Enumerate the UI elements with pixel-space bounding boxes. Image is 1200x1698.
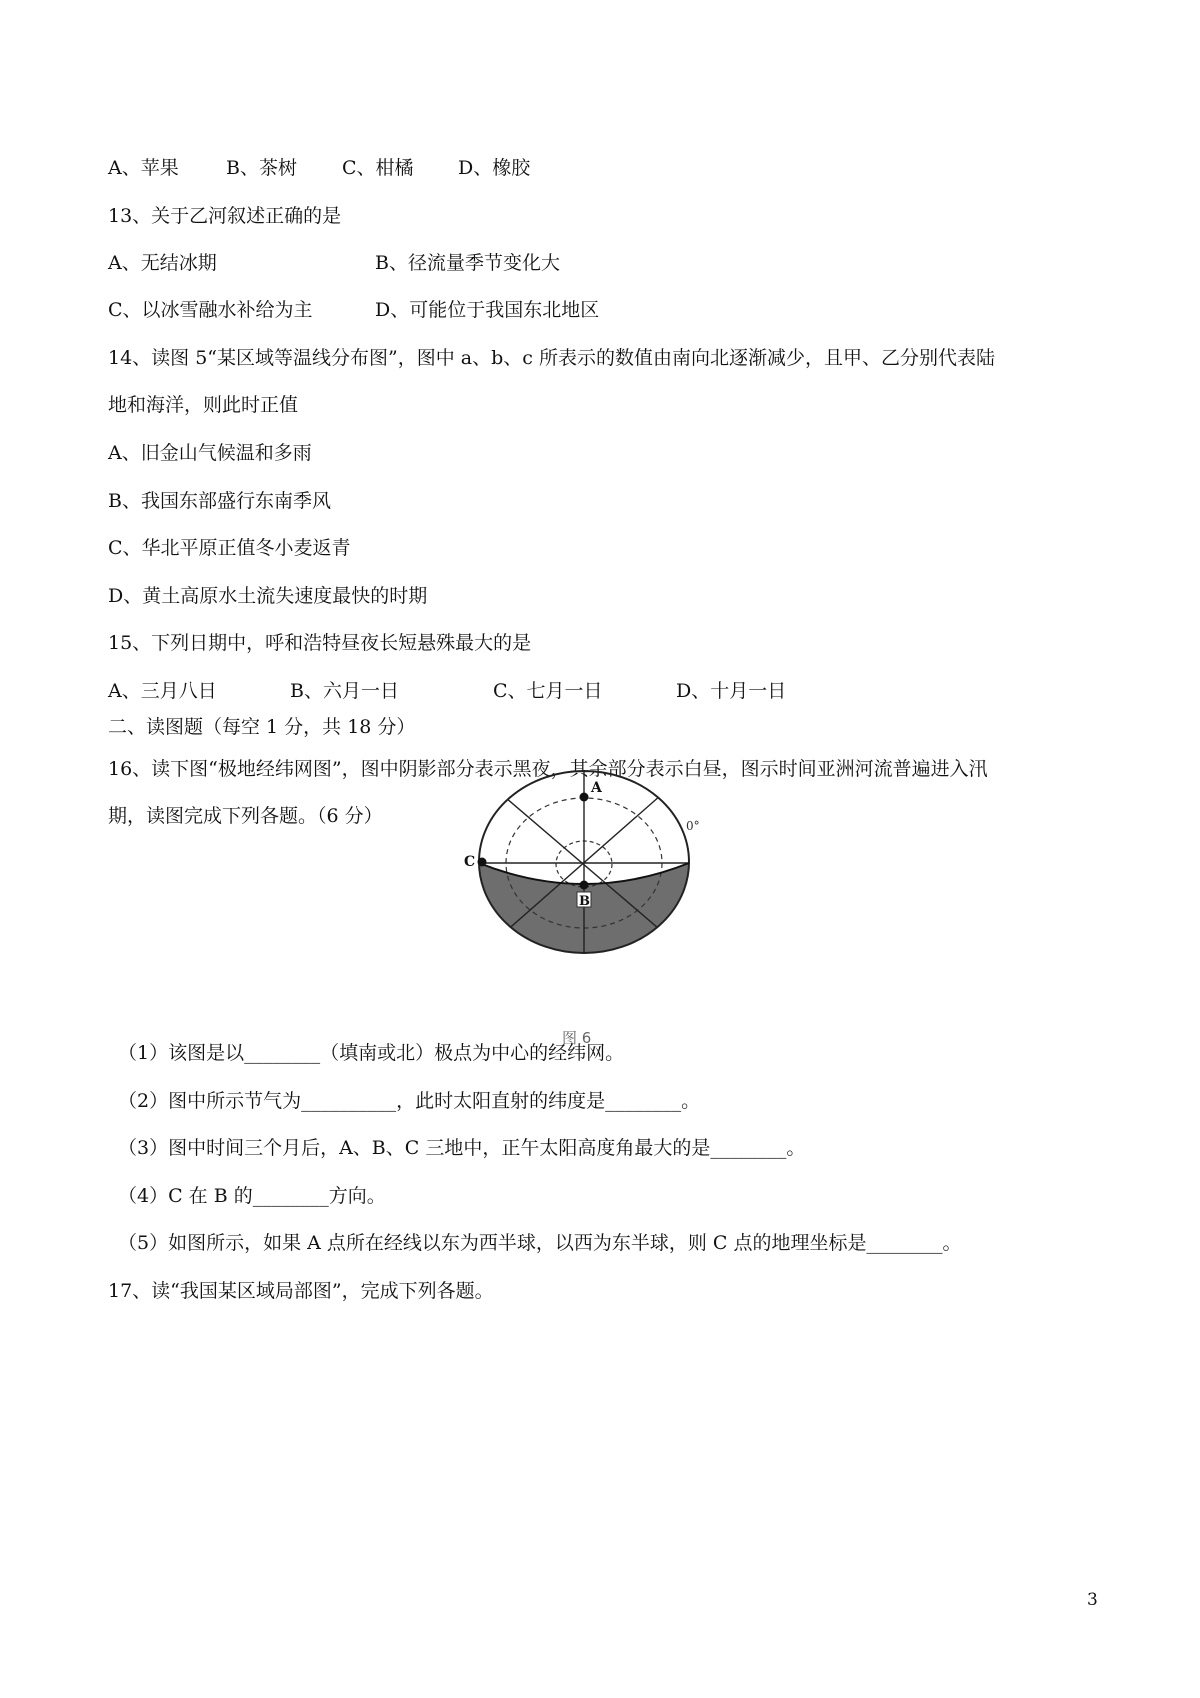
q16-sub-1: （1）该图是以________（填南或北）极点为中心的经纬网。 (118, 1042, 625, 1064)
page-number: 3 (1087, 1590, 1098, 1610)
q15-option-c: C、七月一日 (493, 680, 603, 702)
q14-stem-line1: 14、读图 5“某区域等温线分布图”，图中 a、b、c 所表示的数值由南向北逐渐减少，且甲、乙分别代表陆 (108, 347, 995, 369)
q15-option-b: B、六月一日 (290, 680, 399, 702)
q16-sub-2: （2）图中所示节气为__________，此时太阳直射的纬度是________。 (118, 1090, 701, 1112)
q16-sub-3: （3）图中时间三个月后，A、B、C 三地中，正午太阳高度角最大的是________。 (118, 1137, 806, 1159)
label-b: B (579, 894, 590, 909)
q13-stem: 13、关于乙河叙述正确的是 (108, 205, 342, 227)
q12-option-d: D、橡胶 (458, 157, 531, 179)
point-b (580, 881, 589, 890)
q16-sub-4: （4）C 在 B 的________方向。 (118, 1185, 386, 1207)
q16-sub-5: （5）如图所示，如果 A 点所在经线以东为西半球，以西为东半球，则 C 点的地理坐标是________。 (118, 1232, 962, 1254)
point-a (580, 793, 589, 802)
q16-stem-line2: 期，读图完成下列各题。（6 分） (108, 805, 383, 827)
q12-option-b: B、茶树 (226, 157, 297, 179)
label-angle: 0° (686, 819, 700, 833)
section2-heading: 二、读图题（每空 1 分，共 18 分） (108, 716, 416, 738)
q13-option-b: B、径流量季节变化大 (375, 252, 560, 274)
q16-stem-line1: 16、读下图“极地经纬网图”，图中阴影部分表示黑夜，其余部分表示白昼，图示时间亚洲河流普遍进入汛 (108, 758, 988, 780)
point-c (478, 858, 487, 867)
q15-stem: 15、下列日期中，呼和浩特昼夜长短悬殊最大的是 (108, 632, 532, 654)
q15-option-d: D、十月一日 (676, 680, 787, 702)
q13-option-d: D、可能位于我国东北地区 (375, 299, 600, 321)
q13-option-a: A、无结冰期 (108, 252, 217, 274)
polar-grid-figure (454, 770, 714, 960)
q13-option-c: C、以冰雪融水补给为主 (108, 299, 313, 321)
q17-stem: 17、读“我国某区域局部图”，完成下列各题。 (108, 1280, 494, 1302)
label-a: A (591, 780, 602, 796)
q15-option-a: A、三月八日 (108, 680, 217, 702)
q14-stem-line2: 地和海洋，则此时正值 (108, 394, 299, 416)
q14-option-a: A、旧金山气候温和多雨 (108, 442, 312, 464)
q14-option-b: B、我国东部盛行东南季风 (108, 490, 331, 512)
q12-option-c: C、柑橘 (342, 157, 414, 179)
q14-option-d: D、黄土高原水土流失速度最快的时期 (108, 585, 428, 607)
q12-option-a: A、苹果 (108, 157, 179, 179)
figure-caption: 图 6 (562, 1029, 592, 1047)
label-c: C (464, 854, 476, 870)
q14-option-c: C、华北平原正值冬小麦返青 (108, 537, 351, 559)
